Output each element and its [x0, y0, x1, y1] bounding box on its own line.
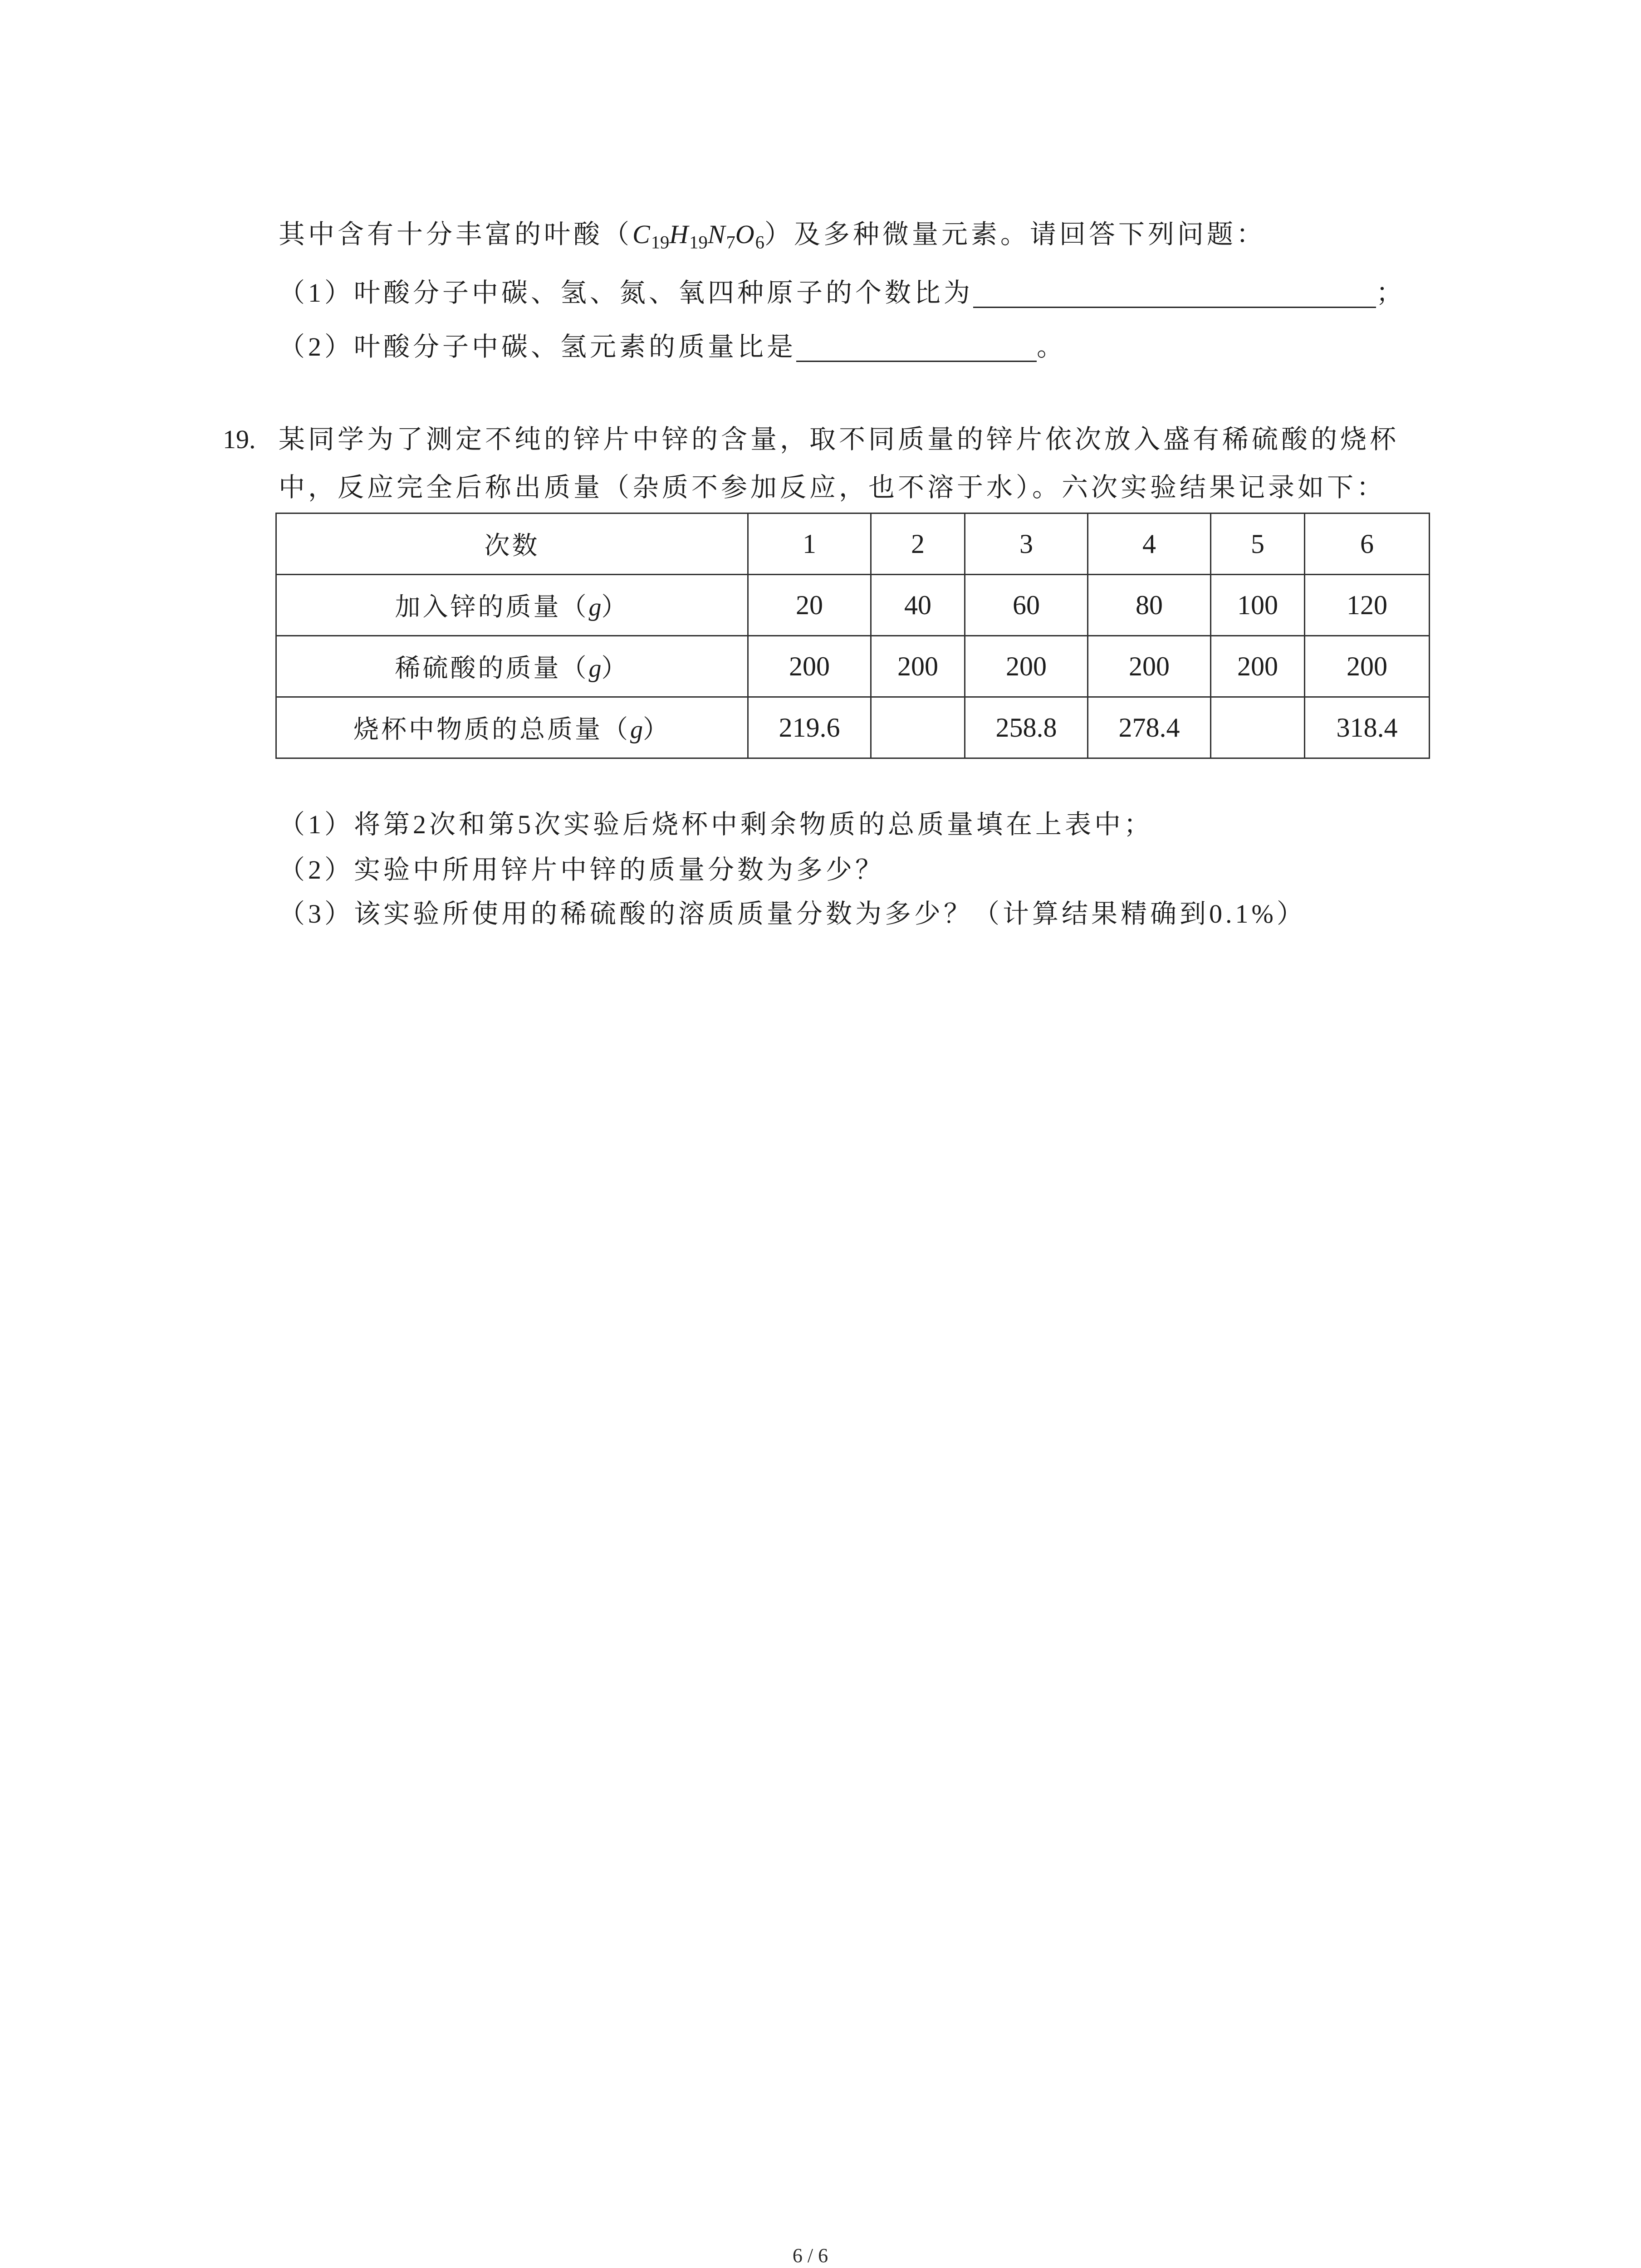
formula-subscript: 7 — [726, 232, 735, 253]
value-cell: 20 — [748, 575, 871, 636]
row-label-text: 加入锌的质量（ — [395, 593, 589, 621]
row-label-cell — [276, 697, 748, 758]
table-row-total-mass — [276, 697, 1430, 758]
question-number-19: 19. — [223, 425, 256, 454]
formula-element-oxygen: O — [735, 220, 755, 249]
row-label-close: ） — [601, 655, 629, 683]
value-cell: 60 — [965, 575, 1088, 636]
value-cell: 80 — [1088, 575, 1211, 636]
value-cell: 200 — [871, 636, 965, 697]
q19-part-1: （1）将第2次和第5次实验后烧杯中剩余物质的总质量填在上表中； — [279, 810, 1154, 839]
q19-part-2: （2）实验中所用锌片中锌的质量分数为多少？ — [279, 855, 885, 885]
trial-number-cell: 2 — [871, 513, 965, 575]
trial-number-cell: 6 — [1305, 513, 1430, 575]
value-cell: 100 — [1211, 575, 1305, 636]
folic-acid-formula — [632, 220, 764, 253]
empty-value-cell — [1211, 697, 1305, 758]
unit-symbol: g — [588, 593, 602, 621]
q19-part-3: （3）该实验所使用的稀硫酸的溶质质量分数为多少？（计算结果精确到0.1%） — [279, 899, 1306, 929]
row-label-close: ） — [601, 593, 629, 621]
trial-number-cell: 4 — [1088, 513, 1211, 575]
value-cell: 258.8 — [965, 697, 1088, 758]
q19-text-line-1: 某同学为了测定不纯的锌片中锌的含量，取不同质量的锌片依次放入盛有稀硫酸的烧杯 — [279, 425, 1400, 454]
row-label-close: ） — [643, 716, 671, 744]
table-row-zinc-mass — [276, 575, 1430, 636]
q18-part-1-end: ； — [1376, 278, 1406, 308]
value-cell: 200 — [965, 636, 1088, 697]
q18-intro-line — [279, 216, 1266, 253]
table-header-row — [276, 513, 1430, 575]
empty-value-cell — [871, 697, 965, 758]
intro-text-after: ）及多种微量元素。请回答下列问题： — [764, 220, 1266, 249]
q18-part-2-end: 。 — [1037, 332, 1067, 362]
formula-subscript: 19 — [689, 232, 708, 253]
formula-element-nitrogen: N — [707, 220, 726, 249]
answer-blank-1 — [973, 302, 1376, 308]
unit-symbol: g — [588, 655, 602, 683]
q18-part-2-text: （2）叶酸分子中碳、氢元素的质量比是 — [279, 332, 797, 362]
trial-number-cell: 3 — [965, 513, 1088, 575]
value-cell: 40 — [871, 575, 965, 636]
value-cell: 318.4 — [1305, 697, 1430, 758]
value-cell: 219.6 — [748, 697, 871, 758]
trial-number-cell: 1 — [748, 513, 871, 575]
results-table — [275, 513, 1430, 759]
value-cell: 200 — [1088, 636, 1211, 697]
q18-part-1-text: （1）叶酸分子中碳、氢、氮、氧四种原子的个数比为 — [279, 278, 974, 308]
formula-element-hydrogen: H — [669, 220, 690, 249]
page-number: 6 / 6 — [792, 2244, 828, 2267]
formula-element-carbon: C — [632, 220, 651, 249]
header-label-cell: 次数 — [276, 513, 748, 575]
table-row-acid-mass — [276, 636, 1430, 697]
value-cell: 278.4 — [1088, 697, 1211, 758]
row-label-cell — [276, 575, 748, 636]
value-cell: 200 — [1211, 636, 1305, 697]
value-cell: 200 — [748, 636, 871, 697]
q18-part-1 — [279, 275, 1406, 311]
trial-number-cell: 5 — [1211, 513, 1305, 575]
formula-subscript: 19 — [651, 232, 670, 253]
row-label-text: 稀硫酸的质量（ — [395, 655, 589, 683]
formula-subscript: 6 — [755, 232, 764, 253]
unit-symbol: g — [630, 716, 643, 744]
value-cell: 200 — [1305, 636, 1430, 697]
q18-part-2 — [279, 329, 1066, 365]
row-label-text: 烧杯中物质的总质量（ — [353, 716, 630, 744]
row-label-cell — [276, 636, 748, 697]
answer-blank-2 — [796, 356, 1037, 362]
intro-text-before: 其中含有十分丰富的叶酸（ — [279, 220, 633, 249]
q19-text-line-2: 中，反应完全后称出质量（杂质不参加反应，也不溶于水）。六次实验结果记录如下： — [279, 473, 1386, 502]
value-cell: 120 — [1305, 575, 1430, 636]
